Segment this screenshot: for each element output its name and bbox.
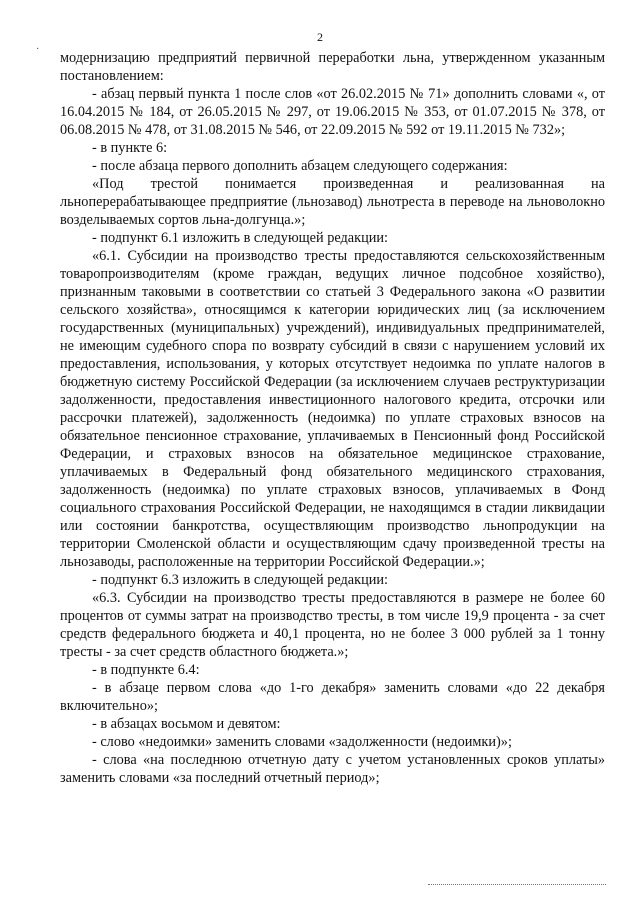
paragraph: «6.3. Субсидии на производство тресты предоставляются в размере не более 60 процентов от суммы затрат на производство тресты, в том числе 19,9 процента - за счет средств федерального бюджета и 40,1 процента, но не более 3 000 рублей за 1 тонну тресты - за счет средств областного бюджета.»; bbox=[60, 590, 605, 660]
paragraph: - в абзацах восьмом и девятом: bbox=[92, 716, 281, 732]
paragraph: - слово «недоимки» заменить словами «задолженности (недоимки)»; bbox=[92, 734, 512, 750]
document-body bbox=[60, 49, 605, 787]
paragraph: - в абзаце первом слова «до 1-го декабря» заменить словами «до 22 декабря включительно»; bbox=[60, 680, 605, 714]
paragraph: - подпункт 6.3 изложить в следующей редакции: bbox=[92, 572, 389, 588]
paragraph: модернизацию предприятий первичной переработки льна, утвержденном указанным постановлением: bbox=[60, 50, 605, 84]
paragraph: «6.1. Субсидии на производство тресты предоставляются сельскохозяйственным товаропроизводителям (кроме граждан, ведущих личное подсобное хозяйство), признанным таковыми в соответствии со статьей 3 Федерального закона «О развитии сельского хозяйства», относящимся к категории юридических лиц (за исключением государственных (муниципальных) учреждений), индивидуальных предпринимателей, не имеющим судебного спора по возврату субсидий в связи с нарушением условий их предоставления, использования, у которых отсутствует недоимка по уплате налогов в бюджетную систему Российской Федерации (за исключением случаев реструктуризации задолженности, предоставления инвестиционного налогового кредита, отсрочки или рассрочки платежей), задолженность (недоимка) по уплате страховых взносов на обязательное пенсионное страхование, уплачиваемых в Пенсионный фонд Российской Федерации, и страховых взносов на обязательное медицинское страхование, уплачиваемых в Федеральный фонд обязательного медицинского страхования, задолженность (недоимка) по уплате страховых взносов, уплачиваемых в Фонд социального страхования Российской Федерации, не находящимся в стадии ликвидации или состоянии банкротства, осуществляющим производство льнопродукции на территории Смоленской области и осуществляющим сдачу произведенной тресты на льнозаводы, расположенные на территории Российской Федерации.»; bbox=[60, 248, 605, 570]
paragraph: «Под трестой понимается произведенная и реализованная на льноперерабатывающее предприятие (льнозавод) льнотреста в переводе на льноволокно возделываемых сортов льна-долгунца.»; bbox=[60, 176, 605, 228]
page-number: 2 bbox=[317, 30, 323, 44]
paragraph: - абзац первый пункта 1 после слов «от 26.02.2015 № 71» дополнить словами «, от 16.04.2015 № 184, от 26.05.2015 № 297, от 19.06.2015 № 353, от 01.07.2015 № 378, от 06.08.2015 № 478, от 31.08.2015 № 546, от 22.09.2015 № 592 от 19.11.2015 № 732»; bbox=[60, 86, 605, 138]
paragraph: - после абзаца первого дополнить абзацем следующего содержания: bbox=[92, 158, 508, 174]
paragraph: - в пункте 6: bbox=[92, 140, 168, 156]
paragraph: - подпункт 6.1 изложить в следующей редакции: bbox=[92, 230, 389, 246]
footer-rule bbox=[428, 884, 606, 885]
paragraph: - в подпункте 6.4: bbox=[92, 662, 200, 678]
scan-mark: · bbox=[36, 44, 40, 55]
paragraph: - слова «на последнюю отчетную дату с учетом установленных сроков уплаты» заменить словами «за последний отчетный период»; bbox=[60, 752, 605, 786]
